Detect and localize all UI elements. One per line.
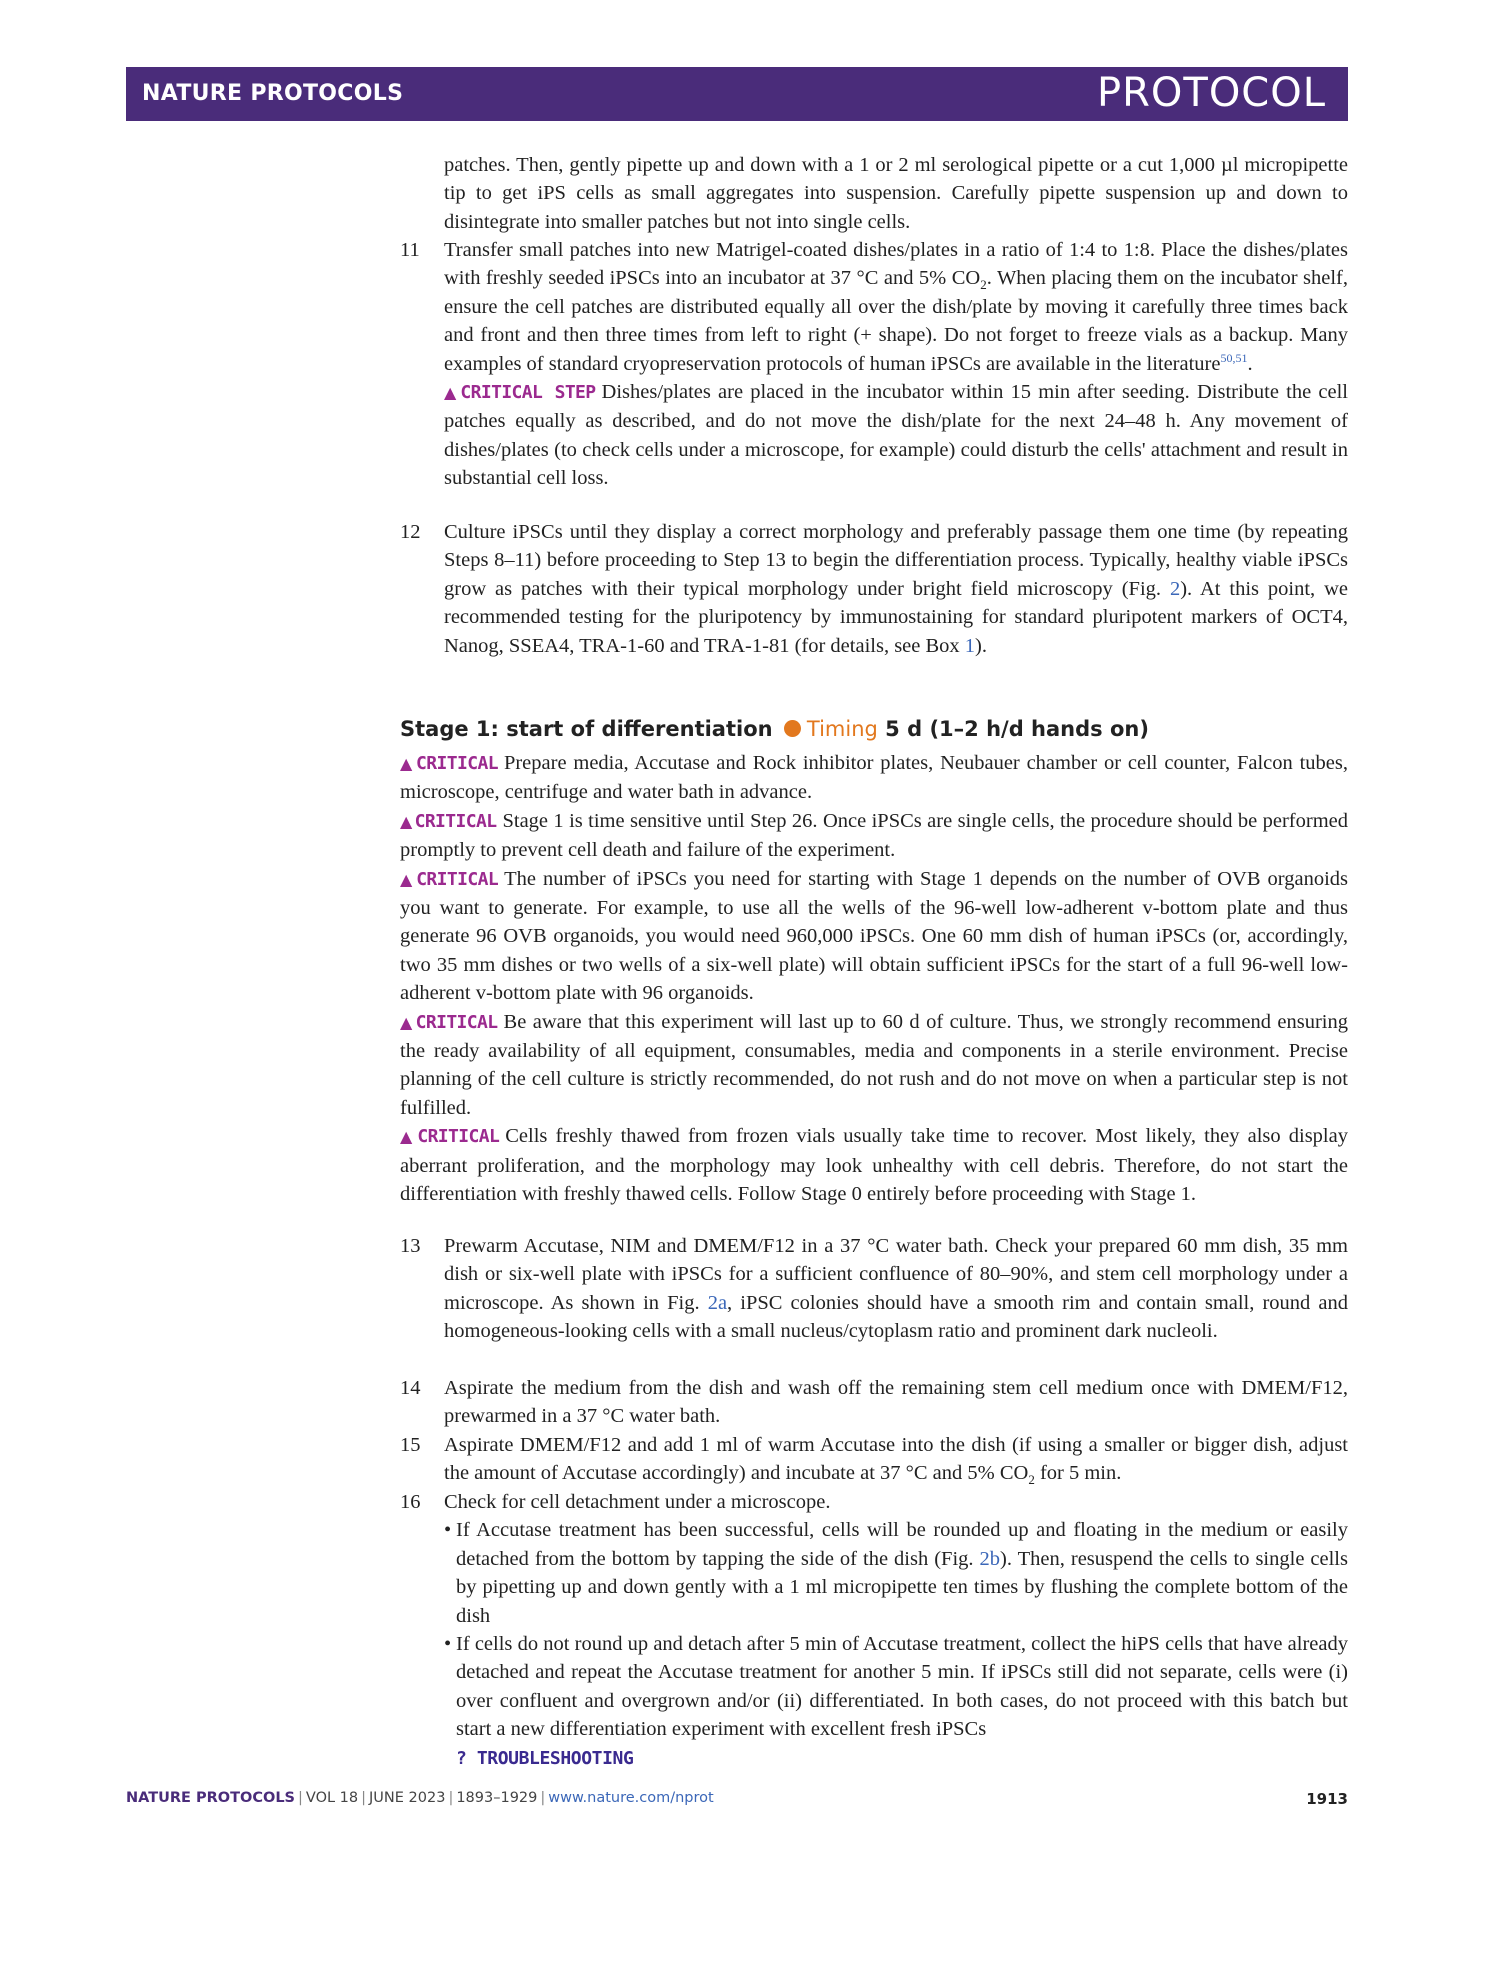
critical-note: ▲ CRITICAL The number of iPSCs you need for starting with Stage 1 depends on the number of OVB organoids you want to generate. For example, to use all the wells of the 96-well low-adherent v-bottom plate and thus generate 96 OVB organoids, you would need 960,000 iPSCs. One 60 mm dish of human iPSCs (or, accordingly, two 35 mm dishes or two wells of a six-well plate) will obtain sufficient iPSCs for the start of a full 96-well low-adherent v-bottom plate with 96 organoids. (400, 867, 1348, 1005)
critical-step-note: ▲ CRITICAL STEP Dishes/plates are placed in the incubator within 15 min after seeding. Distribute the cell patches equally as described, and do not move the dish/plate for the next 24–48 h. Any movement of dishes/plates (to check cells under a microscope, for example) could disturb the cells' attachment and result in substantial cell loss. (444, 381, 1348, 490)
step-number: 14 (400, 1377, 421, 1399)
footer-url-link[interactable]: www.nature.com/nprot (548, 1790, 714, 1806)
step-body: Aspirate the medium from the dish and wash off the remaining stem cell medium once with DMEM/F12, prewarmed in a 37 °C water bath. (444, 1377, 1348, 1428)
critical-note: ▲ CRITICAL Be aware that this experiment will last up to 60 d of culture. Thus, we strongly recommend ensuring the ready availability of all equipment, consumables, media and components in a sterile environment. Precise planning of the cell culture is strictly recommended, do not rush and do not move on when a particular step is not fulfilled. (400, 1010, 1348, 1119)
list-item: • If cells do not round up and detach after 5 min of Accutase treatment, collect the hiPS cells that have already detached and repeat the Accutase treatment for another 5 min. If iPSCs still did not separate, cells were (i) over confluent and overgrown and/or (ii) differentiated. In both cases, do not proceed with this batch but start a new differentiation experiment with excellent fresh iPSCs ? TROUBLESHOOTING (444, 1630, 1348, 1773)
critical-notes (400, 749, 1348, 1209)
step-15 (400, 1431, 1348, 1488)
box-link[interactable]: 1 (964, 634, 976, 657)
bullet-icon: • (444, 1633, 452, 1656)
timing-label: Timing (806, 717, 878, 741)
step-body: Check for cell detachment under a microscope. • If Accutase treatment has been successful, cells will be rounded up and floating in the medium or easily detached from the bottom by tapping the side of the dish (Fig. 2b). Then, resuspend the cells to single cells by pipetting up and down gently with a 1 ml micropipette ten times by flushing the complete bottom of the dish • If cells do not round up and detach after 5 min of Accutase treatment, collect the hiPS cells that have already detached and repeat the Accutase treatment for another 5 min. If iPSCs still did not separate, cells were (i) over confluent and overgrown and/or (ii) differentiated. In both cases, do not proceed with this batch but start a new differentiation experiment with excellent fresh iPSCs ? TROUBLESHOOTING (444, 1488, 1348, 1773)
step-number: 12 (400, 521, 421, 543)
critical-note: ▲ CRITICAL Cells freshly thawed from frozen vials usually take time to recover. Most likely, they also display aberrant proliferation, and the morphology may look unhealthy with cell debris. Therefore, do not start the differentiation with freshly thawed cells. Follow Stage 0 entirely before proceeding with Stage 1. (400, 1125, 1348, 1206)
footer-pages: 1893–1929 (456, 1790, 538, 1806)
stage-1-heading (400, 717, 1149, 741)
step-12 (400, 518, 1348, 668)
step10-continued: patches. Then, gently pipette up and down with a 1 or 2 ml serological pipette or a cut 1,000 µl micropipette tip to get iPS cells as small aggregates into suspension. Carefully pipette suspension up and down to disintegrate into smaller patches but not into single cells. (444, 154, 1348, 233)
step-body: Transfer small patches into new Matrigel-coated dishes/plates in a ratio of 1:4 to 1:8. Place the dishes/plates with freshly seeded iPSCs into an incubator at 37 °C and 5% $CO_2$. When placing them on the incubator shelf, ensure the cell patches are distributed equally all over the dish/plate by moving it carefully three times back and front and then three times from left to right (+ shape). Do not forget to freeze vials as a backup. Many examples of standard cryopreservation protocols of human iPSCs are available in the literature$^{50,51}$. ▲ CRITICAL STEP Dishes/plates are placed in the incubator within 15 min after seeding. Distribute the cell patches equally as described, and do not move the dish/plate for the next 24–48 h. Any movement of dishes/plates (to check cells under a microscope, for example) could disturb the cells' attachment and result in substantial cell loss. (444, 236, 1348, 493)
critical-triangle-icon: ▲ (400, 1012, 414, 1032)
footer-volume: VOL 18 (305, 1790, 359, 1806)
critical-triangle-icon: ▲ (400, 754, 415, 773)
step-body: Prewarm Accutase, NIM and DMEM/F12 in a 37 °C water bath. Check your prepared 60 mm dish, 35 mm dish or six-well plate with iPSCs for a sufficient confluence of 80–90%, and stem cell morphology under a microscope. As shown in Fig. 2a, iPSC colonies should have a smooth rim and contain small, round and homogeneous-looking cells with a small nucleus/cytoplasm ratio and prominent dark nucleoli. (444, 1235, 1348, 1343)
page-footer: NATURE PROTOCOLS | VOL 18 | JUNE 2023 | 1893–1929 | www.nature.com/nprot 1913 (126, 1790, 1348, 1808)
critical-triangle-icon: ▲ (400, 811, 413, 831)
step-number: 13 (400, 1235, 421, 1257)
troubleshooting-link[interactable]: ? TROUBLESHOOTING (456, 1747, 634, 1769)
step-14 (400, 1374, 1348, 1431)
critical-label: CRITICAL (415, 1011, 498, 1033)
step-number: 15 (400, 1434, 421, 1456)
figure-link[interactable]: 2a (707, 1291, 728, 1314)
list-item: • If Accutase treatment has been successful, cells will be rounded up and floating in the medium or easily detached from the bottom by tapping the side of the dish (Fig. 2b). Then, resuspend the cells to single cells by pipetting up and down gently with a 1 ml micropipette ten times by flushing the complete bottom of the dish (444, 1516, 1348, 1630)
bullet-icon: • (444, 1519, 452, 1542)
footer-journal: NATURE PROTOCOLS (126, 1790, 296, 1806)
critical-note: ▲ CRITICAL Prepare media, Accutase and Rock inhibitor plates, Neubauer chamber or cell counter, Falcon tubes, microscope, centrifuge and water bath in advance. (400, 752, 1348, 804)
critical-note: ▲ CRITICAL Stage 1 is time sensitive until Step 26. Once iPSCs are single cells, the procedure should be performed promptly to prevent cell death and failure of the experiment. (400, 809, 1348, 862)
journal-header (126, 67, 1348, 121)
critical-label: CRITICAL (416, 868, 499, 890)
critical-label: CRITICAL (414, 810, 497, 832)
step-body: Culture iPSCs until they display a correct morphology and preferably passage them one time (by repeating Steps 8–11) before proceeding to Step 13 to begin the differentiation process. Typically, healthy viable iPSCs grow as patches with their typical morphology under bright field microscopy (Fig. 2). At this point, we recommended testing for the pluripotency by immunostaining for standard pluripotent markers of OCT4, Nanog, SSEA4, TRA-1-60 and TRA-1-81 (for details, see Box 1). (444, 521, 1349, 657)
step-number: 11 (400, 239, 420, 261)
step-16 (400, 1488, 1348, 1788)
footer-date: JUNE 2023 (369, 1790, 446, 1806)
step-11 (400, 236, 1348, 516)
critical-triangle-icon: ▲ (400, 869, 415, 889)
critical-step-label: CRITICAL STEP (460, 382, 596, 404)
critical-triangle-icon: ▲ (444, 383, 459, 403)
step-number: 16 (400, 1491, 421, 1513)
critical-label: CRITICAL (416, 753, 498, 774)
critical-label: CRITICAL (417, 1126, 500, 1148)
timing-dot-icon (784, 720, 801, 737)
step-13 (400, 1232, 1348, 1372)
step-body: Aspirate DMEM/F12 and add 1 ml of warm Accutase into the dish (if using a smaller or bigger dish, adjust the amount of Accutase accordingly) and incubate at 37 °C and 5% $CO_2$ for 5 min. (444, 1434, 1348, 1488)
timing-value: 5 d (1–2 h/d hands on) (885, 717, 1149, 741)
page-number: 1913 (1306, 1790, 1348, 1808)
citation-link[interactable]: 50,51 (1220, 350, 1248, 365)
journal-name: NATURE PROTOCOLS (142, 81, 404, 106)
figure-link[interactable]: 2b (979, 1547, 1001, 1570)
figure-link[interactable]: 2 (1169, 577, 1181, 600)
stage-title: Stage 1: start of differentiation (400, 717, 773, 741)
critical-triangle-icon: ▲ (400, 1127, 416, 1147)
article-type: PROTOCOL (1096, 70, 1326, 116)
